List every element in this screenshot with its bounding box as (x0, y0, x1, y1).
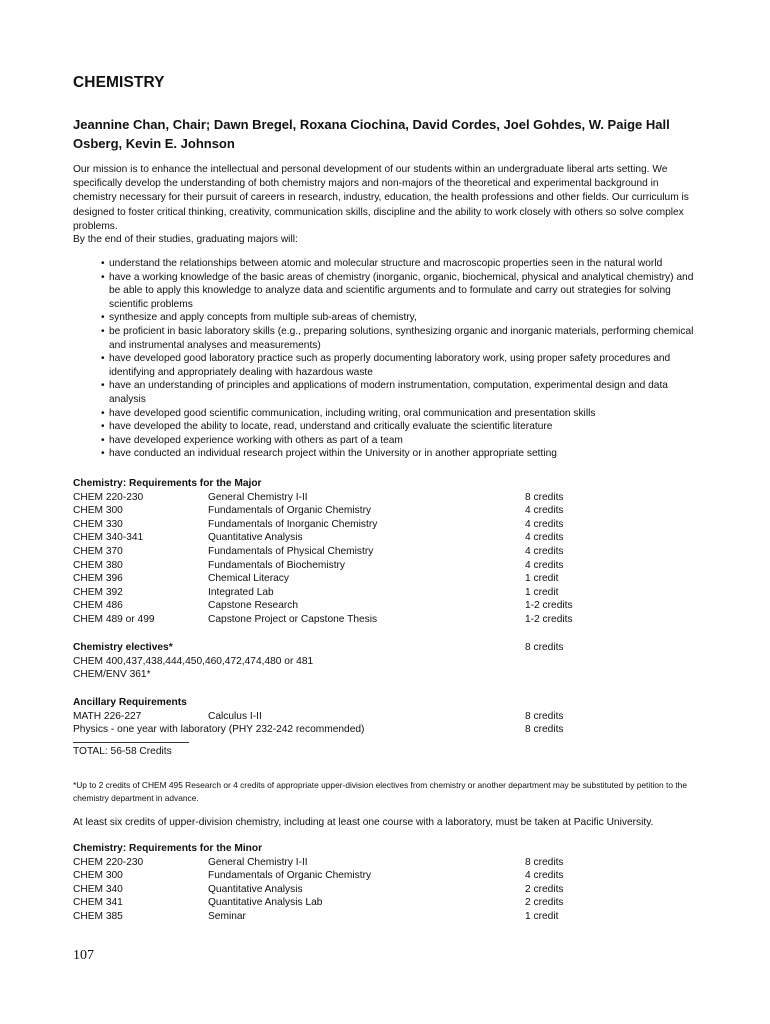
course-code: CHEM 300 (73, 505, 123, 517)
page-title: CHEMISTRY (73, 74, 165, 91)
course-title: Fundamentals of Inorganic Chemistry (208, 518, 378, 530)
electives-credits: 8 credits (525, 642, 564, 653)
electives-courses: CHEM 400,437,438,444,450,460,472,474,480 or 481 (73, 655, 314, 667)
course-credits: 1 credit (525, 586, 559, 598)
course-credits: 1-2 credits (525, 613, 573, 625)
outcome-item: • have developed the ability to locate, read, understand and critically evaluate the scientific literature (101, 420, 701, 434)
course-credits: 8 credits (525, 710, 564, 722)
outcome-item: • understand the relationships between atomic and molecular structure and macroscopic properties seen in the natural world (101, 257, 701, 271)
course-title: Quantitative Analysis (208, 532, 303, 544)
footnote: *Up to 2 credits of CHEM 495 Research or 4 credits of appropriate upper-division electives from chemistry or another department may be substituted by petition to the chemistry department in advance. (73, 780, 688, 803)
electives-header-row (73, 641, 703, 655)
course-title: Integrated Lab (208, 586, 274, 598)
course-title: Quantitative Analysis (208, 883, 303, 895)
course-code: CHEM 385 (73, 910, 123, 922)
course-title: Fundamentals of Organic Chemistry (208, 870, 372, 882)
table-row (73, 723, 703, 737)
outcome-item: • have developed good scientific communication, including writing, oral communication and presentation skills (101, 407, 701, 421)
table-row (73, 491, 703, 505)
course-credits: 4 credits (525, 505, 564, 517)
course-title: Quantitative Analysis Lab (208, 897, 323, 909)
course-credits: 4 credits (525, 559, 564, 571)
course-code: CHEM 340 (73, 883, 123, 895)
course-code: CHEM 486 (73, 600, 123, 612)
outcome-item: • have conducted an individual research project within the University or in another appropriate setting (101, 447, 701, 461)
course-code: MATH 226-227 (73, 710, 142, 722)
total-credits: TOTAL: 56-58 Credits (73, 745, 172, 757)
course-title: Fundamentals of Biochemistry (208, 559, 346, 571)
outcomes-intro: By the end of their studies, graduating majors will: (73, 234, 298, 245)
course-credits: 8 credits (525, 724, 564, 736)
electives-section (73, 641, 703, 682)
course-credits: 1 credit (525, 910, 559, 922)
course-code: CHEM 380 (73, 559, 123, 571)
outcome-item: • have an understanding of principles and applications of modern instrumentation, computation, experimental design and data analysis (101, 379, 701, 406)
ancillary-heading: Ancillary Requirements (73, 697, 187, 708)
course-title: Capstone Research (208, 600, 299, 612)
electives-heading: Chemistry electives* (73, 642, 173, 653)
minor-heading: Chemistry: Requirements for the Minor (73, 843, 263, 854)
minor-requirements (73, 842, 703, 924)
physics-requirement: Physics - one year with laboratory (PHY 232-242 recommended) (73, 724, 365, 736)
course-credits: 4 credits (525, 518, 564, 530)
course-title: Calculus I-II (208, 710, 262, 722)
table-row (73, 599, 703, 613)
course-title: Chemical Literacy (208, 573, 289, 585)
course-credits: 1-2 credits (525, 600, 573, 612)
outcome-item: • be proficient in basic laboratory skills (e.g., preparing solutions, synthesizing organic and inorganic materials, performing chemical and instrumental analyses and measurements) (101, 325, 701, 352)
table-row (73, 504, 703, 518)
course-code: CHEM 396 (73, 573, 123, 585)
table-row (73, 710, 703, 724)
outcome-item: • synthesize and apply concepts from multiple sub-areas of chemistry, (101, 311, 701, 325)
outcome-item: • have developed good laboratory practice such as properly documenting laboratory work, using proper safety procedures and identifying and appropriately dealing with hazardous waste (101, 352, 701, 379)
table-row (73, 518, 703, 532)
course-credits: 4 credits (525, 870, 564, 882)
course-credits: 2 credits (525, 897, 564, 909)
ancillary-section (73, 696, 703, 758)
course-code: CHEM 300 (73, 870, 123, 882)
course-credits: 8 credits (525, 491, 564, 503)
course-credits: 8 credits (525, 856, 564, 868)
course-title: Fundamentals of Organic Chemistry (208, 505, 372, 517)
table-row (73, 883, 703, 897)
outcome-item: • have developed experience working with others as part of a team (101, 434, 701, 448)
course-code: CHEM 489 or 499 (73, 613, 155, 625)
course-code: CHEM 341 (73, 897, 123, 909)
table-row (73, 531, 703, 545)
course-title: General Chemistry I-II (208, 491, 308, 503)
course-code: CHEM 220-230 (73, 856, 144, 868)
course-credits: 1 credit (525, 573, 559, 585)
major-heading: Chemistry: Requirements for the Major (73, 478, 262, 489)
table-row (73, 559, 703, 573)
table-row (73, 856, 703, 870)
electives-crosslisted: CHEM/ENV 361* (73, 669, 151, 681)
residency-note: At least six credits of upper-division chemistry, including at least one course with a laboratory, must be taken at Pacific University. (73, 817, 654, 828)
table-row (73, 586, 703, 600)
table-row (73, 545, 703, 559)
course-code: CHEM 220-230 (73, 491, 144, 503)
table-row (73, 572, 703, 586)
course-title: Capstone Project or Capstone Thesis (208, 613, 378, 625)
course-credits: 2 credits (525, 883, 564, 895)
course-code: CHEM 340-341 (73, 532, 144, 544)
major-requirements (73, 477, 703, 627)
course-title: General Chemistry I-II (208, 856, 308, 868)
course-code: CHEM 330 (73, 518, 123, 530)
outcomes-list (101, 257, 701, 461)
course-credits: 4 credits (525, 545, 564, 557)
table-row (73, 896, 703, 910)
mission-statement: Our mission is to enhance the intellectual and personal development of our students within an undergraduate liberal arts setting. We specifically develop the understanding of both chemistry majors and non-majors of the theoretical and experimental background in chemistry necessary for their pursuit of careers in research, industry, education, the health professions and other fields. Our curriculum is designed to foster critical thinking, creativity, communication skills, discipline and the ability to work closely with others so solve complex problems. (73, 164, 689, 232)
table-row (73, 869, 703, 883)
table-row (73, 910, 703, 924)
faculty-list: Jeannine Chan, Chair; Dawn Bregel, Roxana Ciochina, David Cordes, Joel Gohdes, W. Paige Hall Osberg, Kevin E. Johnson (73, 117, 670, 151)
page-number: 107 (73, 948, 94, 963)
course-title: Fundamentals of Physical Chemistry (208, 545, 374, 557)
divider (73, 742, 189, 743)
outcome-item: • have a working knowledge of the basic areas of chemistry (inorganic, organic, biochemical, physical and analytical chemistry) and be able to apply this knowledge to analyze data and scientific arguments and to formulate and carry out strategies for solving scientific problems (101, 271, 701, 312)
course-title: Seminar (208, 910, 246, 922)
table-row (73, 613, 703, 627)
course-code: CHEM 370 (73, 545, 123, 557)
course-code: CHEM 392 (73, 586, 123, 598)
course-credits: 4 credits (525, 532, 564, 544)
